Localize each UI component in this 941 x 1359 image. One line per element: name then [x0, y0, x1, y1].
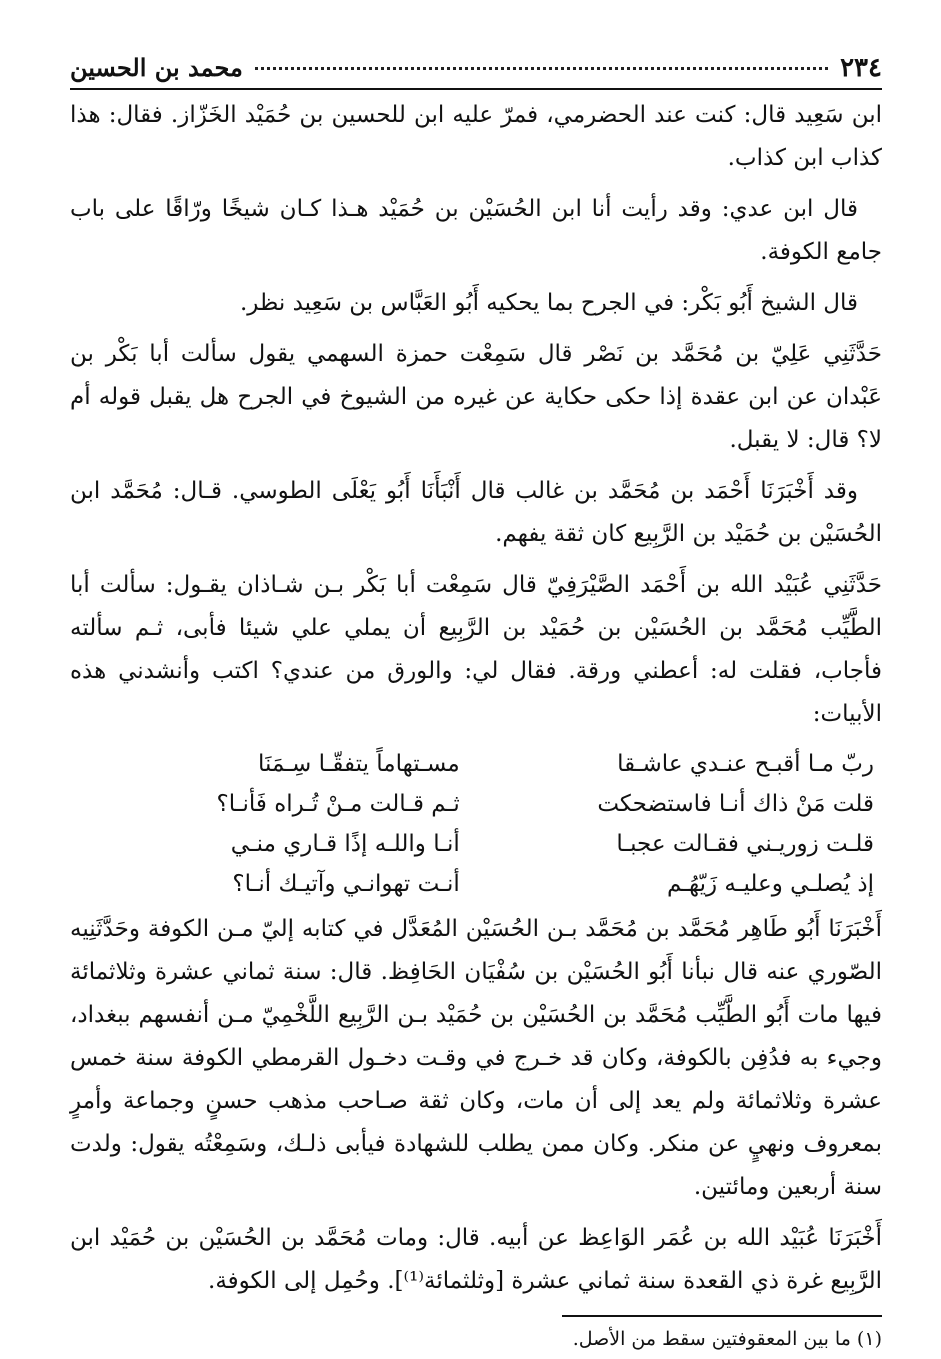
- paragraph: قال الشيخ أَبُو بَكْر: في الجرح بما يحكيه أَبُو العَبَّاس بن سَعِيد نظر.: [240, 290, 858, 316]
- verse-first-hemistich: إذ يُصلـي وعليـه زَيّهُـم: [666, 871, 874, 897]
- verse-first-hemistich: قلت مَنْ ذاك أنـا فاستضحكت: [597, 791, 874, 817]
- verse-second-hemistich: أنـا واللـه إذًا قـاري منـي: [230, 831, 460, 857]
- paragraph: حَدَّثَنِي عُبَيْد الله بن أَحْمَد الصَّيْرَفِيّ قال سَمِعْت أبا بَكْر بـن شـاذان يقـول: سألت أبا الطَّيِّب مُحَمَّد بن الحُسَيْن بن حُمَيْد بن الرَّبِيع أن يملي علي شيئا فأبى، ثـم سألته فأجاب، فقلت له: أعطني ورقة. فقال لي: والورق من عندي؟ اكتب وأنشدني هذه الأبيات:: [70, 572, 883, 727]
- paragraph: ابن سَعِيد قال: كنت عند الحضرمي، فمرّ عليه ابن للحسين بن حُمَيْد الخَزّاز. فقال: هذا كذاب ابن كذاب.: [70, 102, 882, 171]
- verse-line: [70, 824, 882, 864]
- verse-line: [70, 864, 882, 904]
- verse-second-hemistich: ثـم قـالت مـنْ تُـراه فَأنـا؟: [216, 791, 460, 817]
- page-header: [70, 48, 882, 90]
- header-dot-leader: [255, 67, 828, 70]
- verse-first-hemistich: ربّ مـا أقبـح عنـدي عاشـقا: [617, 751, 874, 777]
- book-page: [70, 48, 883, 1350]
- footnote-divider: [562, 1315, 882, 1317]
- verse-line: [70, 784, 882, 824]
- paragraph: وقد أَخْبَرَنَا أَحْمَد بن مُحَمَّد بن غالب قال أَنْبَأَنَا أَبُو يَعْلَى الطوسي. قـال: مُحَمَّد ابن الحُسَيْن بن حُمَيْد بن الرَّبِيع كان ثقة يفهم.: [70, 478, 882, 547]
- verse-second-hemistich: مسـتهاماً يتفقّـا سِـمَنَا: [258, 751, 460, 777]
- verse-first-hemistich: قلـت زوريـني فقـالت عجبـا: [616, 831, 874, 857]
- paragraph: أَخْبَرَنَا عُبَيْد الله بن عُمَر الوَاعِظ عن أبيه. قال: ومات مُحَمَّد بن الحُسَيْن بن حُمَيْد ابن الرَّبِيع غرة ذي القعدة سنة ثماني عشرة [وثلثمائة⁽¹⁾]. وحُمِل إلى الكوفة.: [70, 1225, 882, 1294]
- poem-verses: [70, 744, 882, 904]
- running-title: محمد بن الحسين: [70, 53, 243, 82]
- paragraph: أَخْبَرَنَا أَبُو طَاهِر مُحَمَّد بن مُحَمَّد بـن الحُسَيْن المُعَدَّل في كتابه إليّ مـن الكوفة وحَدَّثَنِيه الصّوري عنه قال نبأنا أَبُو الحُسَيْن بن سُفْيَان الحَافِظ. قال: سنة ثماني عشرة وثلاثمائة فيها مات أَبُو الطَّيِّب مُحَمَّد بن الحُسَيْن بن حُمَيْد بـن الرَّبِيع اللَّخْمِيّ مـن أنفسهم ببغداد، وجيء به فدُفِن بالكوفة، وكان قد خـرج في وقـت دخـول القرمطي الكوفة سنة خمس عشرة وثلاثمائة ولم يعد إلى أن مات، وكان ثقة صـاحب مذهب حسنٍ وجماعة وأمرٍ بمعروف ونهيٍ عن منكر. وكان ممن يطلب للشهادة فيأبى ذلـك، وسَمِعْتُه يقول: ولدت سنة أربعين ومائتين.: [70, 916, 882, 1200]
- verse-second-hemistich: أنـت تهوانـي وآتيـك أنـا؟: [232, 871, 460, 897]
- paragraph: حَدَّثَنِي عَلِيّ بن مُحَمَّد بن نَصْر قال سَمِعْت حمزة السهمي يقول سألت أبا بَكْر بن عَبْدان عن ابن عقدة إذا حكى حكاية عن غيره من الشيوخ في الجرح هل يقبل قوله أم لا؟ قال: لا يقبل.: [70, 341, 882, 453]
- footnote: (١) ما بين المعقوفتين سقط من الأصل.: [572, 1328, 882, 1350]
- page-number: ٢٣٤: [840, 53, 882, 83]
- paragraph: قال ابن عدي: وقد رأيت أنا ابن الحُسَيْن بن حُمَيْد هـذا كـان شيخًا ورّاقًا على باب جامع الكوفة.: [70, 196, 882, 265]
- main-text: [70, 94, 882, 1303]
- verse-line: [70, 744, 882, 784]
